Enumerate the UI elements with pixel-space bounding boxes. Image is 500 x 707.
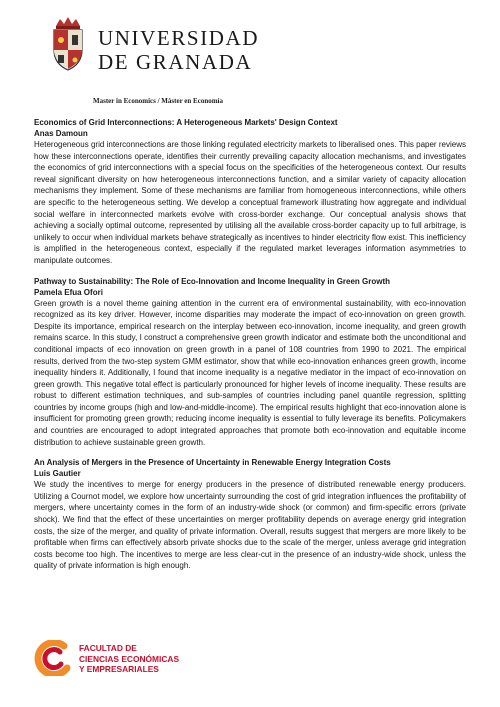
article-title: Economics of Grid Interconnections: A Heterogeneous Markets' Design Context (34, 118, 338, 127)
program-name: Master in Economics / Máster en Economía (93, 97, 224, 105)
faculty-name-line3: Y EMPRESARIALES (79, 664, 159, 674)
university-name-line1: UNIVERSIDAD (98, 26, 260, 50)
article-1 (34, 117, 466, 267)
faculty-name-line1: FACULTAD DE (79, 643, 137, 653)
university-name-line2: DE GRANADA (98, 50, 253, 74)
article-2 (34, 276, 466, 449)
article-author: Anas Damoun (34, 129, 88, 138)
header (48, 16, 308, 86)
abstracts-list (34, 117, 466, 581)
faculty-logo-icon (34, 640, 72, 676)
article-3 (34, 457, 466, 572)
university-crest-logo (48, 16, 88, 76)
article-title: Pathway to Sustainability: The Role of Eco-Innovation and Income Inequality in Green Growth (34, 276, 391, 286)
article-abstract: Green growth is a novel theme gaining attention in the current era of environmental sustainability, with eco-innovation recognized as its key driver. However, income disparities may moderate the impact of eco-innovation on green growth. Despite its importance, empirical research on the interplay between eco-innovation, income inequality, and green growth remains scarce. In this study, I construct a comprehensive green growth indicator and estimate both the unconditional and conditional impacts of eco innovation on green growth in a panel of 108 countries from 1990 to 2021. The empirical results, derived from the two-step system GMM estimator, show that while eco-innovation enhances green growth, income inequality hinders it. Additionally, I found that income inequality is a negative mediator in the impact of eco-innovation on green growth. This negative total effect is particularly pronounced for higher levels of income inequality. These results are robust to different estimation techniques, and sub-samples of countries including panel quantile regression, splitting countries by income groups (high and low-and-middle-income). The empirical results highlight that eco-innovation alone is insufficient for promoting green growth; reducing income inequality is essential to fully leverage its benefits. Policymakers and countries are encouraged to adopt integrated approaches that promote both eco-innovation and equitable income distribution to achieve sustainable green growth. (34, 298, 466, 447)
article-title: An Analysis of Mergers in the Presence of Uncertainty in Renewable Energy Integration Costs (34, 458, 391, 468)
faculty-name-line2: CIENCIAS ECONÓMICAS (79, 653, 180, 664)
article-author: Luis Gautier (34, 469, 81, 479)
article-abstract: Heterogeneous grid interconnections are those linking regulated electricity markets to liberalised ones. This paper reviews how these interconnections operate, identifies their currently prevailing capacity allocation mechanisms, and investigates the economics of grid interconnections with a special focus on the specificities of the heterogeneous context. Our results reveal significant diversity on how heterogeneous interconnections function, and a similar variety of capacity allocation mechanisms they implement. Some of these mechanisms are familiar from homogeneous interconnections, while others are specific to the heterogeneous setting. We develop a conceptual framework illustrating how aggregate and individual social welfare in interconnected markets evolve with cross-border exchange. Our conceptual analysis shows that achieving a socially optimal outcome, represented by utilising all the available cross-border capacity up to full arbitrage, is unlikely to occur when individual markets behave strategically as incentives to hinder electricity flow exist. This inefficiency is amplified in the heterogeneous context, especially if the regulated market leverages information asymmetries to manipulate outcomes. (34, 140, 466, 265)
university-name (98, 28, 259, 73)
faculty-name (79, 643, 179, 675)
article-abstract: We study the incentives to merge for energy producers in the presence of distributed renewable energy producers. Utilizing a Cournot model, we explore how uncertainty surrounding the cost of grid integration influences the profitability of mergers, where uncertainty comes in the form of an industry-wide shock (or common) and firm-specific errors (private shock). We find that the effect of these uncertainties on merger profitability depends on average energy grid integration costs, the size of the merger, and quality of private information. Overall, results suggest that mergers are more likely to be profitable when firms can effectively absorb private shocks due to the scale of the merger, unless average grid integration costs become too high. The incentives to merge are less clear-cut in the presence of an industry-wide shock, unless the quality of private information is high enough. (34, 480, 466, 571)
article-author: Pamela Efua Ofori (34, 287, 103, 297)
faculty-footer (34, 640, 234, 680)
